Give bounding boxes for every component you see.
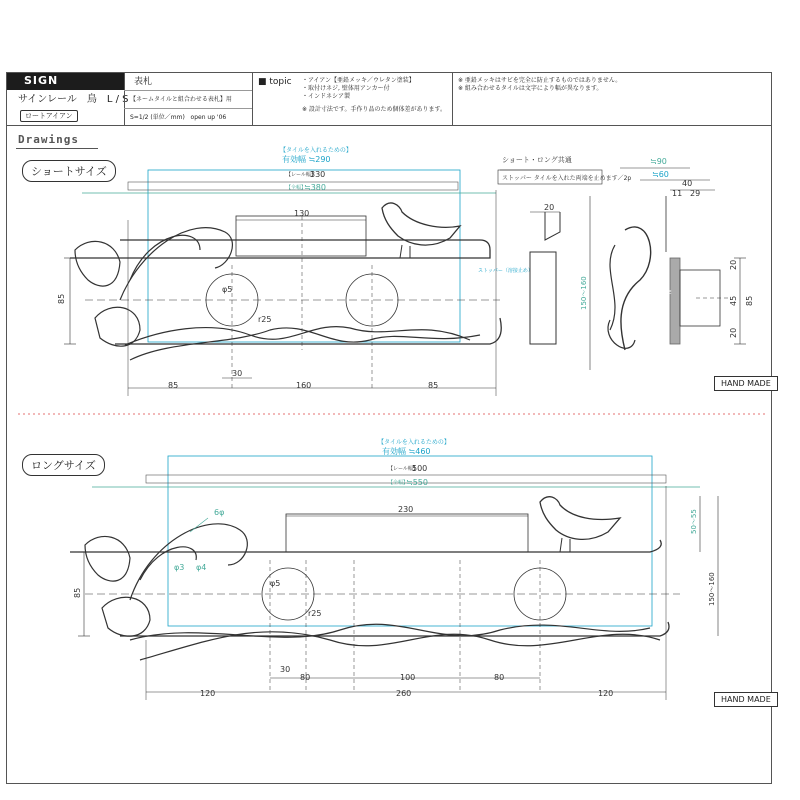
long-phi3: φ3 (174, 563, 185, 572)
long-total-label: 【全幅】 (388, 480, 409, 486)
long-d30: 30 (280, 665, 291, 674)
long-d230: 230 (398, 505, 414, 514)
short-leaf-1 (75, 241, 120, 286)
long-r25: r25 (308, 609, 322, 618)
drawings-title: Drawings (18, 133, 79, 146)
long-tile-note: 【タイルを入れるための】 (378, 439, 450, 446)
side-d45: 45 (729, 295, 738, 306)
short-leaf-2 (95, 307, 140, 346)
short-r25: r25 (258, 315, 272, 324)
short-tile-note: 【タイルを入れるための】 (280, 147, 352, 154)
long-d50-55: 50〜55 (690, 509, 698, 534)
note-1: ※ 亜鉛メッキはサビを完全に防止するものではありません。 (458, 77, 622, 84)
short-total-width: ≒380 (304, 183, 326, 192)
short-size-label: ショートサイズ (22, 160, 116, 182)
long-vine-3 (130, 524, 247, 600)
common-title: ショート・ロング共通 (502, 156, 572, 164)
side-d150-160: 150〜160 (580, 276, 588, 310)
long-rail-label: 【レール幅】 (388, 466, 418, 472)
long-total-width: ≒550 (406, 478, 428, 487)
tile-block (670, 258, 680, 344)
long-d6phi: 6φ (214, 508, 225, 517)
side-bracket (530, 252, 556, 344)
long-d150-160: 150〜160 (708, 572, 716, 606)
sign-label: SIGN (6, 72, 124, 90)
long-d260: 260 (396, 689, 412, 698)
short-side-view (530, 168, 746, 370)
note-2: ※ 組み合わせるタイルは文字により幅が異なります。 (458, 85, 603, 92)
long-drawing (70, 456, 718, 700)
tile-label: TILE (661, 290, 672, 296)
short-effective-width: 有効幅 ≒290 (282, 155, 331, 164)
short-d85-right: 85 (428, 381, 439, 390)
short-top-rail (70, 240, 490, 258)
short-rail-width: 330 (310, 170, 326, 179)
scale-unit: (単位／mm) (150, 114, 185, 121)
short-phi5: φ5 (222, 285, 233, 294)
side-d90: ≒90 (650, 157, 667, 166)
short-d160: 160 (296, 381, 312, 390)
product-name: サインレール 鳥 L / S (18, 94, 129, 105)
long-effective-width: 有効幅 ≒460 (382, 447, 431, 456)
long-d85-height: 85 (73, 587, 82, 598)
long-leaf-1 (85, 536, 130, 581)
category: 表札 (134, 77, 153, 87)
side-vine-1 (621, 227, 651, 350)
topic-line-1: ・アイアン【亜鉛メッキ／ウレタン塗装】 (302, 77, 415, 84)
short-d85-height: 85 (57, 293, 66, 304)
long-name-plate (286, 514, 528, 552)
scale: S=1/2 (130, 114, 149, 121)
usage: 【ネームタイルと組合わせる表札】用 (130, 96, 232, 103)
short-stopper-note: ストッパー（溶接止め） (478, 268, 533, 274)
short-d130: 130 (294, 209, 310, 218)
side-d11: 11 (672, 189, 683, 198)
open-date: open up '06 (190, 114, 227, 121)
short-bird (382, 203, 460, 245)
side-d60: ≒60 (652, 170, 669, 179)
long-leaf-2 (102, 597, 150, 636)
short-rail-label: 【レール幅】 (286, 172, 316, 178)
long-d100: 100 (400, 673, 416, 682)
side-d20-a: 20 (729, 259, 738, 270)
side-d29: 29 (690, 189, 701, 198)
long-hand-made: HAND MADE (714, 692, 778, 707)
topic-line-3: ・インドネシア製 (302, 93, 350, 100)
short-d30: 30 (232, 369, 243, 378)
topic-line-2: ・取付けネジ, 壁体用アンカー付 (302, 85, 390, 92)
long-d120-left: 120 (200, 689, 216, 698)
long-bird (540, 497, 620, 540)
side-d40: 40 (682, 179, 693, 188)
topic-label: ■ topic (258, 77, 292, 87)
short-d85-left: 85 (168, 381, 179, 390)
short-hand-made: HAND MADE (714, 376, 778, 391)
side-d20-b: 20 (729, 327, 738, 338)
material-badge: ロートアイアン (20, 110, 78, 122)
long-top-rail (70, 540, 661, 552)
long-d80-b: 80 (494, 673, 505, 682)
side-d20-top: 20 (544, 203, 555, 212)
long-vine-1 (130, 624, 650, 640)
short-total-label: 【全幅】 (286, 185, 307, 191)
long-phi4: φ4 (196, 563, 207, 572)
short-vine-3 (120, 228, 232, 300)
long-size-label: ロングサイズ (22, 454, 105, 476)
short-name-plate (236, 216, 366, 256)
common-note: ストッパー タイルを入れた両端を止めます／2p (502, 175, 632, 182)
short-drawing (64, 168, 746, 396)
long-d120-right: 120 (598, 689, 614, 698)
long-rail-width: 500 (412, 464, 428, 473)
long-d80-a: 80 (300, 673, 311, 682)
side-d85: 85 (745, 295, 754, 306)
topic-note: ※ 設計寸法です。手作り品のため個体差があります。 (302, 106, 446, 113)
long-phi5: φ5 (270, 579, 281, 588)
